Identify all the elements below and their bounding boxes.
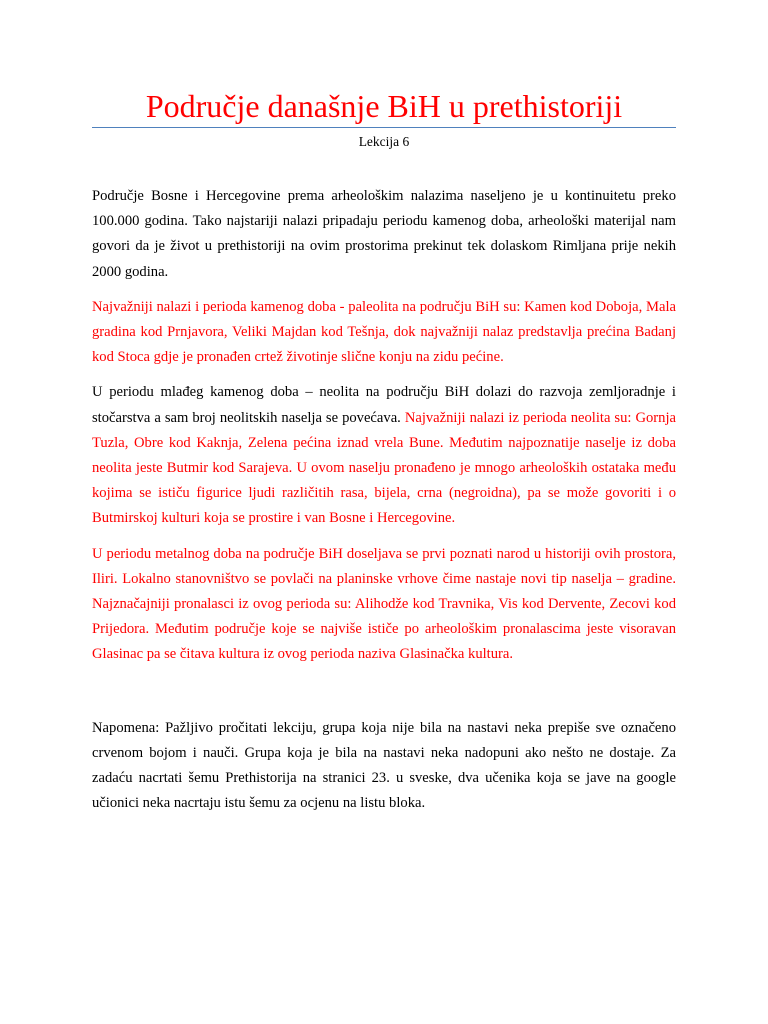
paragraph-paleolithic — [92, 295, 676, 371]
lesson-subtitle: Lekcija 6 — [358, 134, 410, 149]
paragraph-intro — [92, 184, 676, 285]
highlighted-text-run: Najvažniji nalazi iz perioda neolita su: Gornja Tuzla, Obre kod Kaknja, Zelena pećina iznad vrela Bune. Međutim najpoznatije naselje iz doba neolita jeste Butmir kod Sarajeva. U ovom naselju pronađeno je mnogo arheoloških ostataka među kojima se ističu figurice ljudi različitih rasa, bijela, crna (negroidna), pa se može govoriti i o Butmirskoj kulturi koja se prostire i van Bosne i Hercegovine. — [92, 409, 676, 527]
text-run: U periodu mlađeg kamenog doba – neolita na području BiH dolazi do razvoja zemljoradnje i stočarstva a sam broj neolitskih naselja se povećava. — [92, 384, 676, 426]
highlighted-text-run: Najvažniji nalazi i perioda kamenog doba - paleolita na području BiH su: Kamen kod Doboja, Mala gradina kod Prnjavora, Veliki Majdan kod Tešnja, dok najvažniji nalaz predstavlja prećina Badanj kod Stoca gdje je pronađen crtež životinje slične konju na zidu pećine. — [92, 298, 676, 366]
highlighted-text-run: U periodu metalnog doba na područje BiH doseljava se prvi poznati narod u historiji ovih prostora, Iliri. Lokalno stanovništvo se povlači na planinske vrhove čime nastaje novi tip naselja – gradine. Najznačajniji pronalasci iz ovog perioda su: Alihodže kod Travnika, Vis kod Dervente, Zecovi kod Prijedora. Međutim područje koje se najviše ističe po arheološkim pronalascima jeste visoravan Glasinac pa se čitava kultura iz ovog perioda naziva Glasinačka kultura. — [92, 545, 676, 663]
homework-note — [92, 716, 676, 817]
document-body — [92, 184, 676, 826]
paragraph-neolithic — [92, 380, 676, 531]
document-title: Područje današnje BiH u prethistoriji — [145, 88, 623, 124]
paragraph-metal-age — [92, 542, 676, 668]
text-run: Područje Bosne i Hercegovine prema arheološkim nalazima naseljeno je u kontinuitetu preko 100.000 godina. Tako najstariji nalazi pripadaju periodu kamenog doba, arheološki materijal nam govori da je život u prethistoriji na ovim prostorima prekinut tek dolaskom Rimljana prije nekih 2000 godina. — [92, 188, 676, 280]
title-underline — [92, 127, 676, 128]
note-text: Napomena: Pažljivo pročitati lekciju, grupa koja nije bila na nastavi neka prepiše sve označeno crvenom bojom i nauči. Grupa koja je bila na nastavi neka nadopuni ako nešto ne dostaje. Za zadaću nacrtati šemu Prethistorija na stranici 23. u sveske, dva učenika koja se jave na google učionici neka nacrtaju istu šemu za ocjenu na listu bloka. — [92, 719, 676, 812]
